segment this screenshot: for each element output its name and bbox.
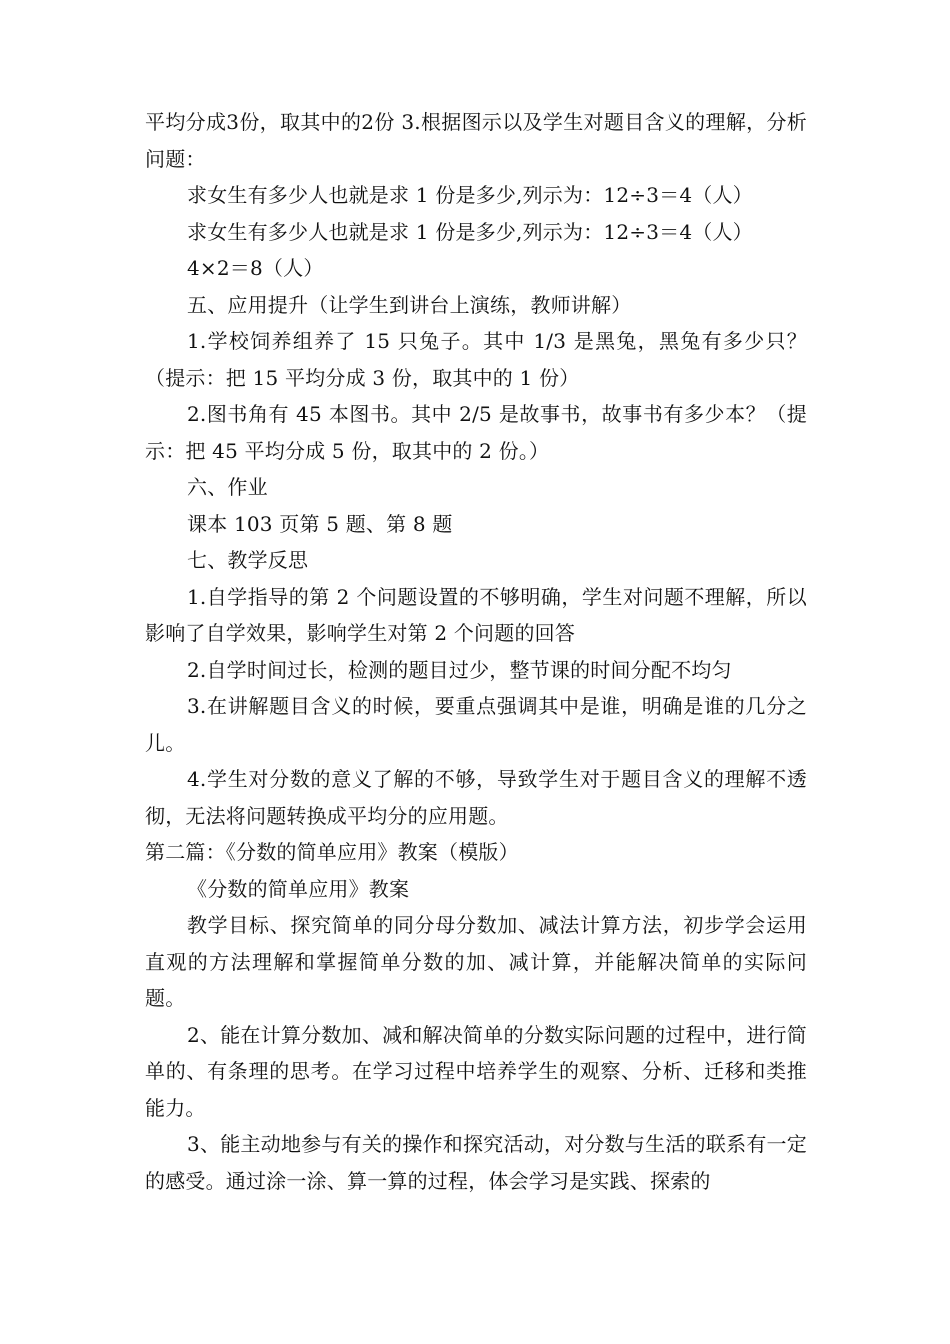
paragraph-objective-2: 2、能在计算分数加、减和解决简单的分数实际问题的过程中，进行简单的、有条理的思考。在学习过程中培养学生的观察、分析、迁移和类推能力。 bbox=[145, 1022, 807, 1120]
paragraph-rabbit-problem: 1.学校饲养组养了 15 只兔子。其中 1/3 是黑兔，黑兔有多少只？（提示：把 15 平均分成 3 份，取其中的 1 份） bbox=[145, 329, 807, 390]
paragraph-homework: 课本 103 页第 5 题、第 8 题 bbox=[187, 511, 453, 536]
paragraph-reflection-4: 4.学生对分数的意义了解的不够，导致学生对于题目含义的理解不透彻，无法将问题转换成平均分的应用题。 bbox=[145, 767, 807, 828]
paragraph-intro: 平均分成3份，取其中的2份 3.根据图示以及学生对题目含义的理解，分析问题： bbox=[145, 110, 807, 171]
heading-lesson-plan: 《分数的简单应用》教案 bbox=[187, 876, 410, 901]
paragraph-girls-calc-2: 求女生有多少人也就是求 1 份是多少,列示为：12÷3＝4（人） bbox=[187, 219, 753, 244]
paragraph-reflection-1: 1.自学指导的第 2 个问题设置的不够明确，学生对问题不理解，所以影响了自学效果，影响学生对第 2 个问题的回答 bbox=[145, 584, 807, 645]
paragraph-objective-1: 教学目标、探究简单的同分母分数加、减法计算方法，初步学会运用直观的方法理解和掌握简单分数的加、减计算，并能解决简单的实际问题。 bbox=[145, 913, 807, 1010]
paragraph-reflection-2: 2.自学时间过长，检测的题目过少，整节课的时间分配不均匀 bbox=[187, 657, 732, 682]
heading-application: 五、应用提升（让学生到讲台上演练，教师讲解） bbox=[187, 292, 632, 317]
heading-homework: 六、作业 bbox=[187, 475, 268, 499]
paragraph-girls-calc-1: 求女生有多少人也就是求 1 份是多少,列示为：12÷3＝4（人） bbox=[187, 183, 753, 207]
document-page bbox=[145, 104, 807, 1199]
paragraph-book-problem: 2.图书角有 45 本图书。其中 2/5 是故事书，故事书有多少本？（提示：把 45 平均分成 5 份，取其中的 2 份。） bbox=[145, 402, 807, 463]
heading-reflection: 七、教学反思 bbox=[187, 548, 309, 572]
paragraph-objective-3: 3、能主动地参与有关的操作和探究活动，对分数与生活的联系有一定的感受。通过涂一涂、算一算的过程，体会学习是实践、探索的 bbox=[145, 1132, 807, 1193]
paragraph-multiplication: 4×2＝8（人） bbox=[187, 256, 324, 280]
paragraph-reflection-3: 3.在讲解题目含义的时候，要重点强调其中是谁，明确是谁的几分之儿。 bbox=[145, 694, 807, 755]
heading-second-article: 第二篇：《分数的简单应用》教案（模版） bbox=[145, 840, 519, 864]
